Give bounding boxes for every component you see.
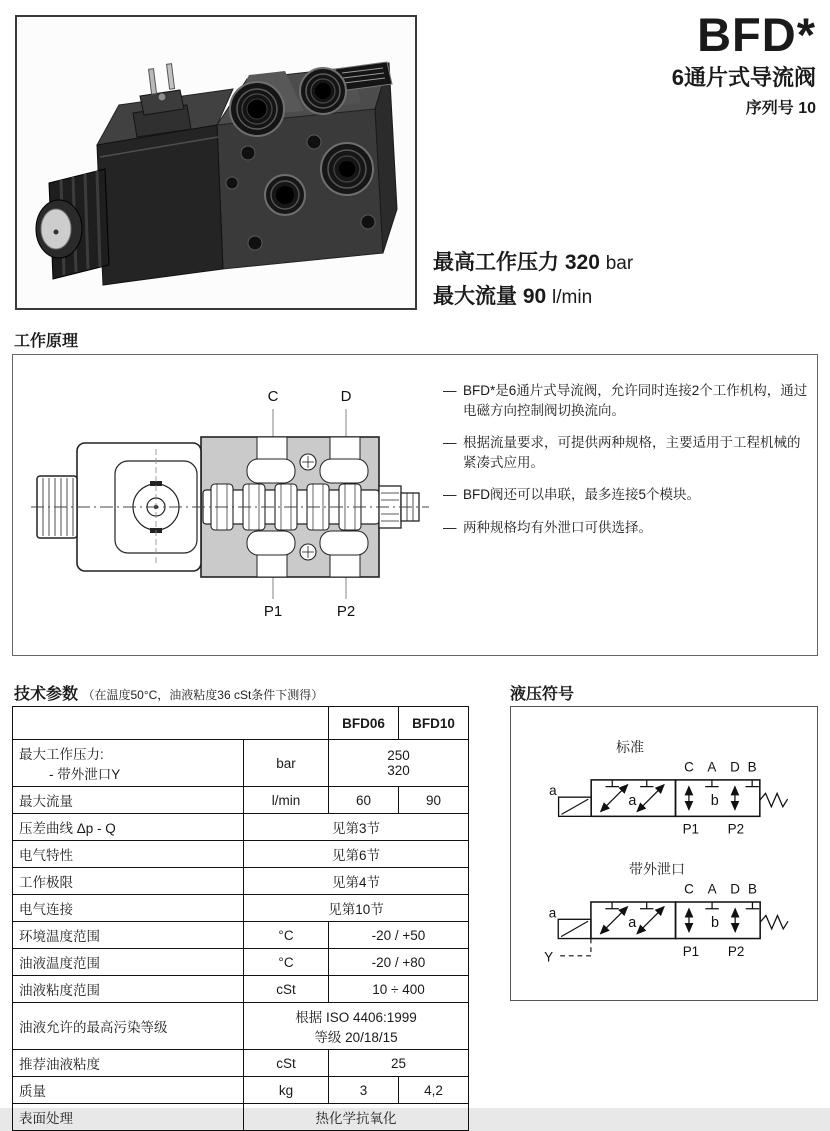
port-label-c: C [684,881,694,897]
table-header-row [13,707,469,740]
table-row [13,1050,469,1077]
value-line: 根据 ISO 4406:1999 [295,1010,417,1025]
value-cell: 见第6节 [244,841,469,868]
box-b-label: b [710,792,719,809]
param-cell: 压差曲线 Δp - Q [13,814,244,841]
unit-cell: °C [244,922,329,949]
port-label-b: B [747,881,757,897]
bullet-text: 根据流量要求，可提供两种规格，主要适用于工程机械的紧凑式应用。 [463,435,801,470]
table-row [13,868,469,895]
param-cell: 油液温度范围 [13,949,244,976]
value-cell: -20 / +50 [329,922,469,949]
bullet-dash: — [443,519,457,535]
tech-params-heading [14,681,323,704]
solenoid-label: a [548,905,557,921]
max-flow-label: 最大流量 [433,285,517,308]
unit-cell: cSt [244,976,329,1003]
unit-cell: l/min [244,787,329,814]
value-cell: 25 [329,1050,469,1077]
bullet-dash: — [443,487,457,503]
max-flow-unit: l/min [552,287,593,308]
box-a-label: a [628,792,637,809]
value-line: 320 [387,763,410,778]
table-row [13,895,469,922]
table-row [13,841,469,868]
bullet-dash: — [443,383,457,398]
bullet-text: 两种规格均有外泄口可供选择。 [463,519,652,535]
value-cell: 90 [399,787,469,814]
bullet-text: BFD阀还可以串联，最多连接5个模块。 [463,487,701,503]
table-row [13,1077,469,1104]
tech-params-table [12,706,469,1131]
column-header-bfd06: BFD06 [329,707,399,740]
symbol-title-standard: 标准 [616,739,644,755]
port-label-p2: P2 [727,943,745,959]
unit-cell: °C [244,949,329,976]
hydraulic-symbols-heading: 液压符号 [510,686,575,703]
max-flow-line [433,280,633,314]
value-cell: 热化学抗氧化 [244,1104,469,1131]
port-label-b: B [747,759,757,775]
value-cell: 见第10节 [244,895,469,922]
table-row [13,1003,469,1050]
param-cell: 工作极限 [13,868,244,895]
param-cell: 质量 [13,1077,244,1104]
drain-label-y: Y [544,949,554,965]
port-label-p2: P2 [336,603,356,620]
header-empty-cell [13,707,329,740]
valve-symbol-standard [539,755,789,847]
port-label-p2: P2 [727,821,745,837]
valve-cross-section-diagram [31,385,431,621]
value-cell: 4,2 [399,1077,469,1104]
param-cell [13,740,244,787]
max-flow-value: 90 [522,285,547,308]
port-label-d: D [340,388,352,405]
max-pressure-value: 320 [564,251,600,274]
key-specs [433,246,633,314]
port-label-p1: P1 [682,943,700,959]
list-item [443,518,809,538]
bullet-dash: — [443,435,457,451]
param-cell: 最大流量 [13,787,244,814]
max-pressure-label: 最高工作压力 [433,251,559,274]
port-label-c: C [684,759,694,775]
value-cell: 见第3节 [244,814,469,841]
param-cell: 电气连接 [13,895,244,922]
port-label-d: D [730,759,740,775]
param-cell: 油液允许的最高污染等级 [13,1003,244,1050]
unit-cell: cSt [244,1050,329,1077]
port-label-p1: P1 [263,603,283,620]
param-text: 最大工作压力: [19,747,104,762]
box-b-label: b [710,915,719,931]
page-title: BFD* [697,8,816,61]
product-photo [17,17,415,308]
value-cell: 3 [329,1077,399,1104]
unit-cell: bar [244,740,329,787]
port-label-d: D [730,881,741,897]
max-pressure-unit: bar [605,253,634,274]
port-label-c: C [267,388,279,405]
table-row [13,976,469,1003]
table-row [13,949,469,976]
table-row [13,740,469,787]
param-cell: 油液粘度范围 [13,976,244,1003]
product-photo-frame [15,15,417,310]
value-cell: 见第4节 [244,868,469,895]
value-cell: 10 ÷ 400 [329,976,469,1003]
param-cell: 电气特性 [13,841,244,868]
page-subtitle: 6通片式导流阀 [671,65,816,91]
hydraulic-symbols-box [510,706,818,1001]
list-item [443,381,809,420]
table-row [13,787,469,814]
port-label-a: A [707,759,717,775]
value-cell [244,1003,469,1050]
port-label-p1: P1 [682,821,700,837]
working-principle-box [12,354,818,656]
unit-cell: kg [244,1077,329,1104]
table-row [13,814,469,841]
value-line: 250 [387,748,410,763]
max-pressure-line [433,246,633,280]
header [672,10,816,118]
table-row [13,1104,469,1131]
port-label-a: A [707,881,717,897]
feature-list [443,381,809,550]
param-cell: 表面处理 [13,1104,244,1131]
solenoid-label: a [549,783,557,799]
value-cell: -20 / +80 [329,949,469,976]
series-number: 序列号 10 [745,100,816,118]
param-cell: 环境温度范围 [13,922,244,949]
list-item [443,433,809,472]
value-cell: 60 [329,787,399,814]
table-row [13,922,469,949]
value-cell [329,740,469,787]
tech-params-title: 技术参数 [14,686,79,703]
list-item [443,485,809,505]
working-principle-heading: 工作原理 [14,333,79,350]
bullet-text: BFD*是6通片式导流阀，允许同时连接2个工作机构，通过电磁方向控制阀切换流向。 [463,383,808,418]
valve-symbol-external-drain [539,877,789,977]
param-cell: 推荐油液粘度 [13,1050,244,1077]
box-a-label: a [628,915,637,931]
value-line: 等级 20/18/15 [314,1030,398,1045]
param-subtext: - 带外泄口Y [49,767,121,782]
symbol-title-external-drain: 带外泄口 [629,861,685,877]
column-header-bfd10: BFD10 [399,707,469,740]
tech-params-note: （在温度50°C，油液粘度36 cSt条件下测得） [82,688,324,702]
